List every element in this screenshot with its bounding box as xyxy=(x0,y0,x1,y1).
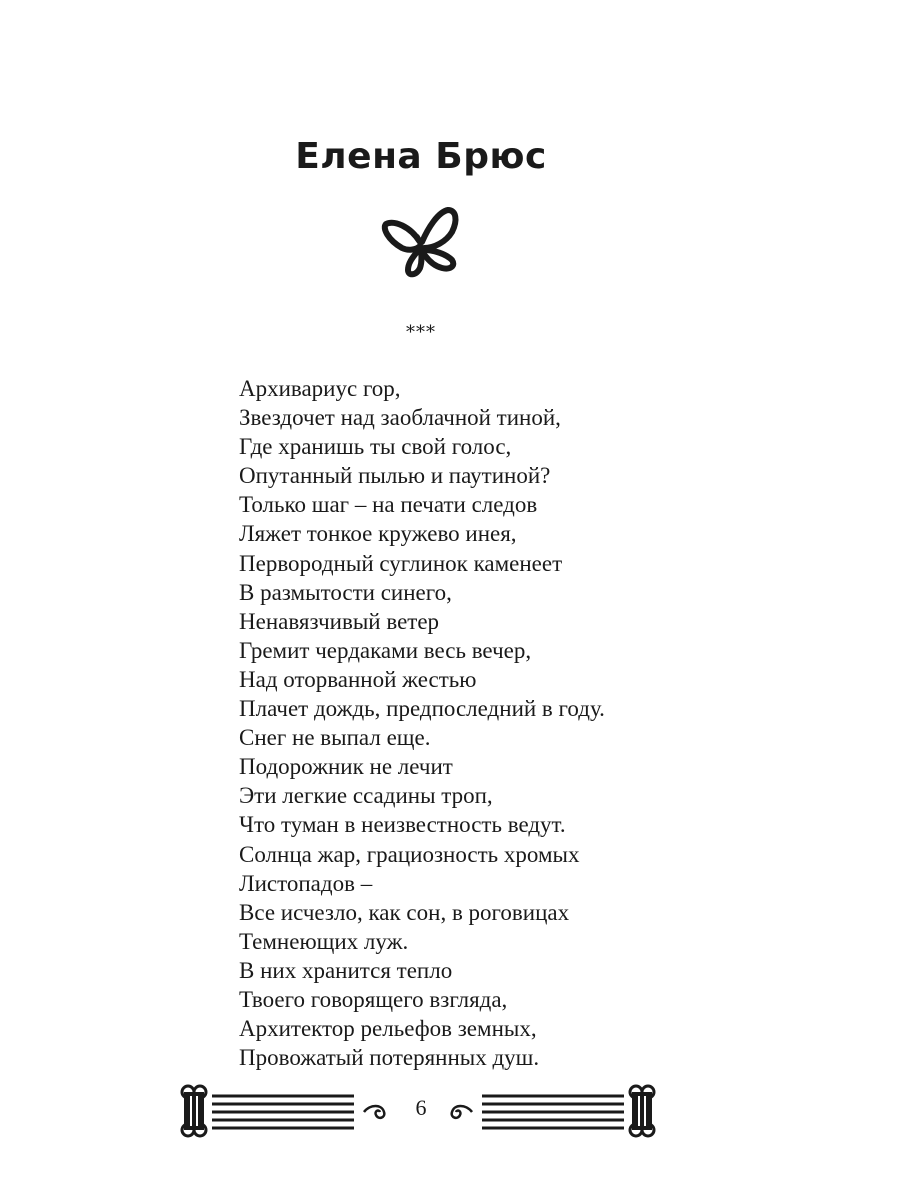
poem-line: Подорожник не лечит xyxy=(239,754,453,780)
poem-line: Первородный суглинок каменеет xyxy=(239,550,563,576)
section-mark: *** xyxy=(406,322,436,343)
poem-line: Провожатый потерянных душ. xyxy=(239,1045,540,1071)
poem-line: Звездочет над заоблачной тиной, xyxy=(239,405,561,431)
poem-line: Гремит чердаками весь вечер, xyxy=(239,637,532,663)
poem-line: Солнца жар, грациозность хромых xyxy=(239,841,580,867)
poem-line: Ненавязчивый ветер xyxy=(239,608,440,634)
poem-line: Эти легкие ссадины троп, xyxy=(239,783,493,809)
poem-line: Где хранишь ты свой голос, xyxy=(239,434,512,460)
poem-line: В размытости синего, xyxy=(239,579,452,605)
poem-line: Только шаг – на печати следов xyxy=(239,492,538,518)
butterfly-icon xyxy=(380,206,462,280)
poem-line: Опутанный пылью и паутиной? xyxy=(239,463,551,489)
poem xyxy=(239,374,605,1072)
poem-line: Твоего говорящего взгляда, xyxy=(239,986,508,1012)
poem-line: Архитектор рельефов земных, xyxy=(239,1016,537,1042)
poem-line: Что туман в неизвестность ведут. xyxy=(239,812,566,838)
author-name: Елена Брюс xyxy=(295,136,547,177)
poem-line: Над оторванной жестью xyxy=(239,666,477,692)
poem-line: Все исчезло, как сон, в роговицах xyxy=(239,899,570,925)
poem-line: Ляжет тонкое кружево инея, xyxy=(239,521,517,547)
poem-line: Листопадов – xyxy=(239,870,373,896)
poem-line: Снег не выпал еще. xyxy=(239,725,431,751)
poem-line: В них хранится тепло xyxy=(239,957,453,983)
poem-line: Архивариус гор, xyxy=(239,376,401,401)
poem-line: Плачет дождь, предпоследний в году. xyxy=(239,696,605,722)
poem-line: Темнеющих луж. xyxy=(239,928,409,954)
page-number: 6 xyxy=(415,1095,427,1120)
